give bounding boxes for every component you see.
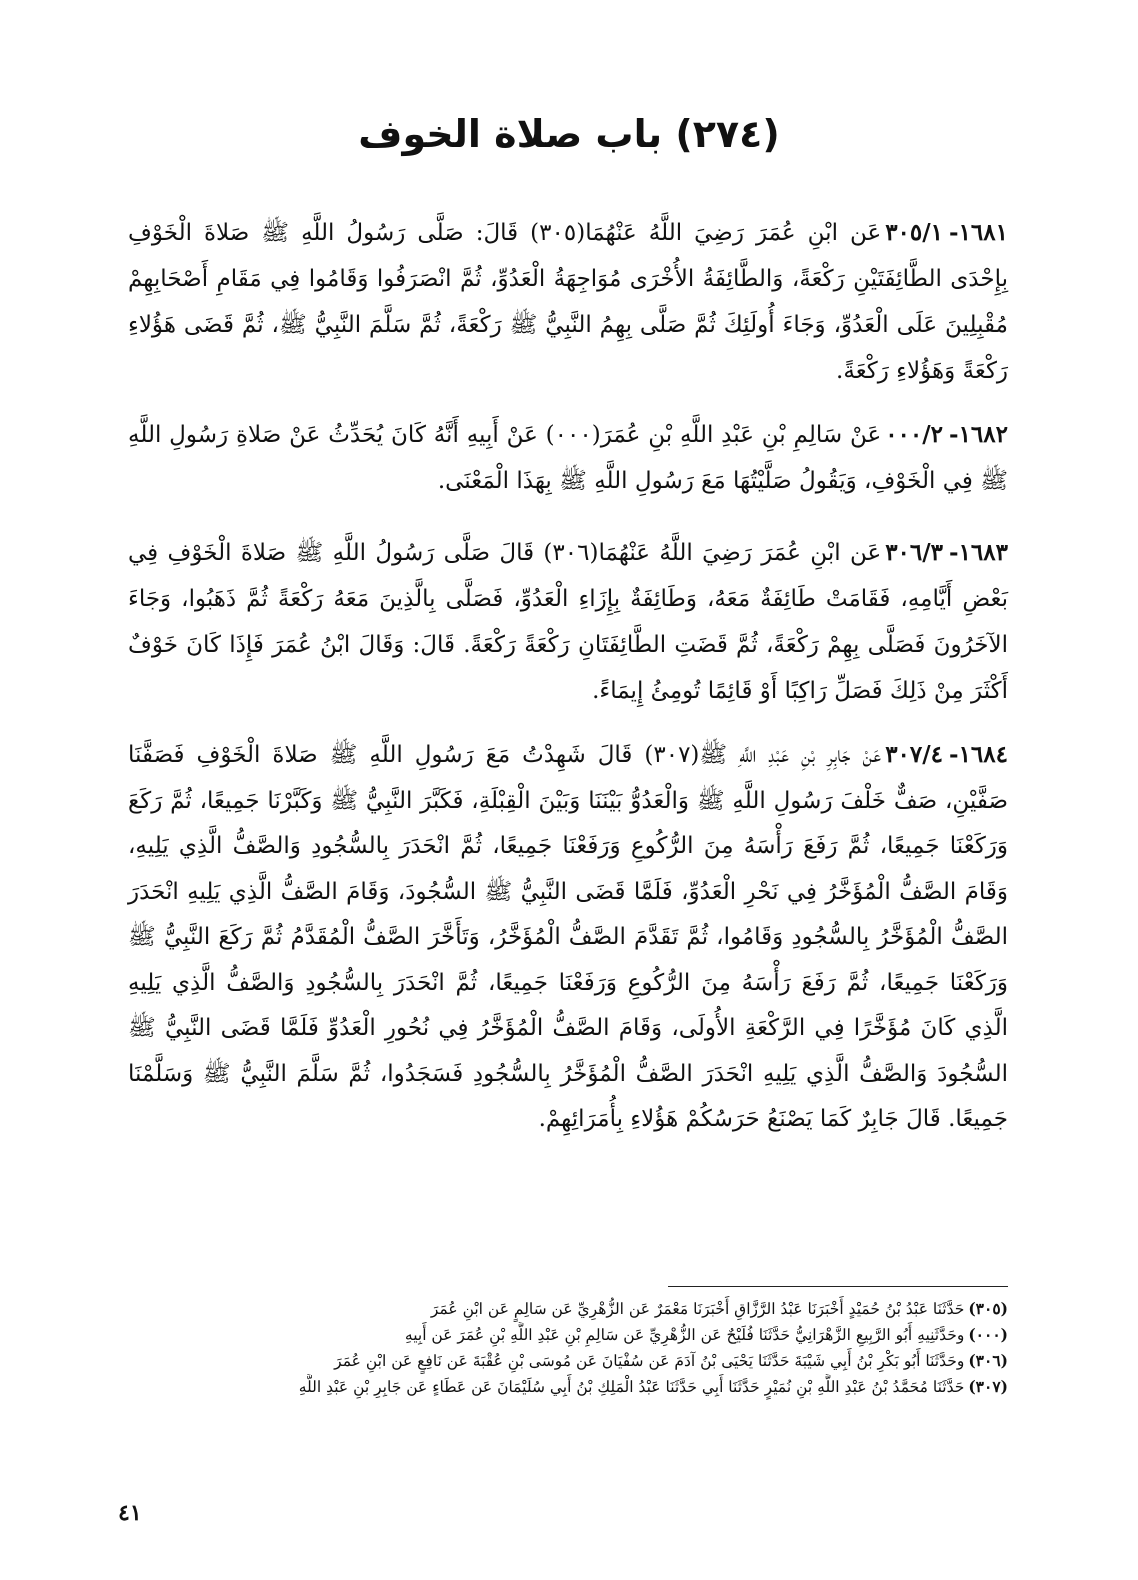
footnote bbox=[200, 1348, 1008, 1374]
hadith-sub-number: ٣٠٧/٤ bbox=[885, 741, 944, 768]
hadith-number: ١٦٨٤- bbox=[949, 741, 1008, 768]
hadith-paragraph bbox=[128, 210, 1008, 394]
hadith-sub-number: ٠٠٠/٢ bbox=[885, 421, 944, 448]
footnote-divider bbox=[668, 1286, 1008, 1287]
footnote-ref: (٠٠٠) bbox=[968, 1325, 1008, 1344]
hadith-number: ١٦٨٣- bbox=[949, 539, 1008, 566]
hadith-paragraph bbox=[128, 412, 1008, 504]
hadith-text: عَنْ سَالِمِ بْنِ عَبْدِ اللَّهِ بْنِ عُمَرَ(٠٠٠) عَنْ أَبِيهِ أَنَّهُ كَانَ يُحَدِّثُ عَنْ صَلاةِ رَسُولِ اللَّهِ ﷺ فِي الْخَوْفِ، وَيَقُولُ صَلَّيْتُهَا مَعَ رَسُولِ اللَّهِ ﷺ بِهَذَا الْمَعْنَى. bbox=[128, 422, 1008, 494]
footnote bbox=[200, 1322, 1008, 1348]
footnote-ref: (٣٠٥) bbox=[968, 1299, 1008, 1318]
hadith-paragraph bbox=[128, 732, 1008, 1143]
footnote-text: حَدَّثَنَا عَبْدُ بْنُ حُمَيْدٍ أَخْبَرَنَا عَبْدُ الرَّزَّاقِ أَخْبَرَنَا مَعْمَرٌ عَن الزُّهْرِيِّ عَن سَالِمٍ عَن ابْنِ عُمَرَ bbox=[430, 1300, 965, 1318]
hadith-number: ١٦٨١- bbox=[949, 219, 1008, 246]
hadith-text: عَن ابْنِ عُمَرَ رَضِيَ اللَّهُ عَنْهُمَا(٣٠٦) قَالَ صَلَّى رَسُولُ اللَّهِ ﷺ صَلاةَ الْخَوْفِ فِي بَعْضِ أَيَّامِهِ، فَقَامَتْ طَائِفَةٌ مَعَهُ، وَطَائِفَةٌ بِإِزَاءِ الْعَدُوِّ، فَصَلَّى بِالَّذِينَ مَعَهُ رَكْعَةً ثُمَّ ذَهَبُوا، وَجَاءَ الآخَرُونَ فَصَلَّى بِهِمْ رَكْعَةً، ثُمَّ قَضَتِ الطَّائِفَتَانِ رَكْعَةً رَكْعَةً. قَالَ: وَقَالَ ابْنُ عُمَرَ فَإِذَا كَانَ خَوْفٌ أَكْثَرَ مِنْ ذَلِكَ فَصَلِّ رَاكِبًا أَوْ قَائِمًا تُومِئُ إِيمَاءً. bbox=[128, 540, 1008, 704]
hadith-sub-number: ٣٠٦/٣ bbox=[885, 539, 944, 566]
footnote-text: حَدَّثَنَا مُحَمَّدُ بْنُ عَبْدِ اللَّهِ بْنِ نُمَيْرٍ حَدَّثَنَا أَبِي حَدَّثَنَا عَبْدُ الْمَلِكِ بْنُ أَبِي سُلَيْمَانَ عَن عَطَاءٍ عَن جَابِرِ بْنِ عَبْدِ اللَّهِ bbox=[298, 1378, 965, 1396]
footnote bbox=[200, 1374, 1008, 1400]
hadith-text: عَنْ جَابِرِ بْنِ عَبْدِ اللَّهِ ﷺ(٣٠٧) قَالَ شَهِدْتُ مَعَ رَسُولِ اللَّهِ ﷺ صَلاةَ الْخَوْفِ فَصَفَّنَا صَفَّيْنِ، صَفٌّ خَلْفَ رَسُولِ اللَّهِ ﷺ وَالْعَدُوُّ بَيْنَنَا وَبَيْنَ الْقِبْلَةِ، فَكَبَّرَ النَّبِيُّ ﷺ وَكَبَّرْنَا جَمِيعًا، ثُمَّ رَكَعَ وَرَكَعْنَا جَمِيعًا، ثُمَّ رَفَعَ رَأْسَهُ مِنَ الرُّكُوعِ وَرَفَعْنَا جَمِيعًا، ثُمَّ انْحَدَرَ بِالسُّجُودِ وَالصَّفُّ الَّذِي يَلِيهِ، وَقَامَ الصَّفُّ الْمُؤَخَّرُ فِي نَحْرِ الْعَدُوِّ، فَلَمَّا قَضَى النَّبِيُّ ﷺ السُّجُودَ، وَقَامَ الصَّفُّ الَّذِي يَلِيهِ انْحَدَرَ الصَّفُّ الْمُؤَخَّرُ بِالسُّجُودِ وَقَامُوا، ثُمَّ تَقَدَّمَ الصَّفُّ الْمُؤَخَّرُ، وَتَأَخَّرَ الصَّفُّ الْمُقَدَّمُ ثُمَّ رَكَعَ النَّبِيُّ ﷺ وَرَكَعْنَا جَمِيعًا، ثُمَّ رَفَعَ رَأْسَهُ مِنَ الرُّكُوعِ وَرَفَعْنَا جَمِيعًا، ثُمَّ انْحَدَرَ بِالسُّجُودِ وَالصَّفُّ الَّذِي يَلِيهِ الَّذِي كَانَ مُؤَخَّرًا فِي الرَّكْعَةِ الأُولَى، وَقَامَ الصَّفُّ الْمُؤَخَّرُ فِي نُحُورِ الْعَدُوِّ فَلَمَّا قَضَى النَّبِيُّ ﷺ السُّجُودَ وَالصَّفُّ الَّذِي يَلِيهِ انْحَدَرَ الصَّفُّ الْمُؤَخَّرُ بِالسُّجُودِ فَسَجَدُوا، ثُمَّ سَلَّمَ النَّبِيُّ ﷺ وَسَلَّمْنَا جَمِيعًا. قَالَ جَابِرٌ كَمَا يَصْنَعُ حَرَسُكُمْ هَؤُلاءِ بِأُمَرَائِهِمْ. bbox=[128, 742, 1008, 1132]
page-number: ٤١ bbox=[118, 1500, 142, 1526]
footnotes bbox=[200, 1296, 1008, 1400]
footnote-text: وحَدَّثَنَا أَبُو بَكْرِ بْنُ أَبِي شَيْبَةَ حَدَّثَنَا يَحْيَى بْنُ آدَمَ عَن سُفْيَانَ عَن مُوسَى بْنِ عُقْبَةَ عَن نَافِعٍ عَن ابْنِ عُمَرَ bbox=[334, 1352, 965, 1370]
hadith-paragraph bbox=[128, 530, 1008, 714]
hadith-text: عَن ابْنِ عُمَرَ رَضِيَ اللَّهُ عَنْهُمَا(٣٠٥) قَالَ: صَلَّى رَسُولُ اللَّهِ ﷺ صَلاةَ الْخَوْفِ بِإِحْدَى الطَّائِفَتَيْنِ رَكْعَةً، وَالطَّائِفَةُ الأُخْرَى مُوَاجِهَةُ الْعَدُوِّ، ثُمَّ انْصَرَفُوا وَقَامُوا فِي مَقَامِ أَصْحَابِهِمْ مُقْبِلِينَ عَلَى الْعَدُوِّ، وَجَاءَ أُولَئِكَ ثُمَّ صَلَّى بِهِمُ النَّبِيُّ ﷺ رَكْعَةً، ثُمَّ سَلَّمَ النَّبِيُّ ﷺ، ثُمَّ قَضَى هَؤُلاءِ رَكْعَةً وَهَؤُلاءِ رَكْعَةً. bbox=[128, 220, 1008, 384]
footnote-ref: (٣٠٧) bbox=[968, 1377, 1008, 1396]
footnote-text: وحَدَّثَنِيهِ أَبُو الرَّبِيعِ الزَّهْرَانِيُّ حَدَّثَنَا فُلَيْحٌ عَن الزُّهْرِيِّ عَن سَالِمِ بْنِ عَبْدِ اللَّهِ بْنِ عُمَرَ عَن أَبِيهِ bbox=[404, 1326, 965, 1344]
footnote bbox=[200, 1296, 1008, 1322]
chapter-title: (٢٧٤) باب صلاة الخوف bbox=[358, 112, 780, 156]
hadith-number: ١٦٨٢- bbox=[949, 421, 1008, 448]
footnote-ref: (٣٠٦) bbox=[968, 1351, 1008, 1370]
hadith-sub-number: ٣٠٥/١ bbox=[885, 219, 944, 246]
